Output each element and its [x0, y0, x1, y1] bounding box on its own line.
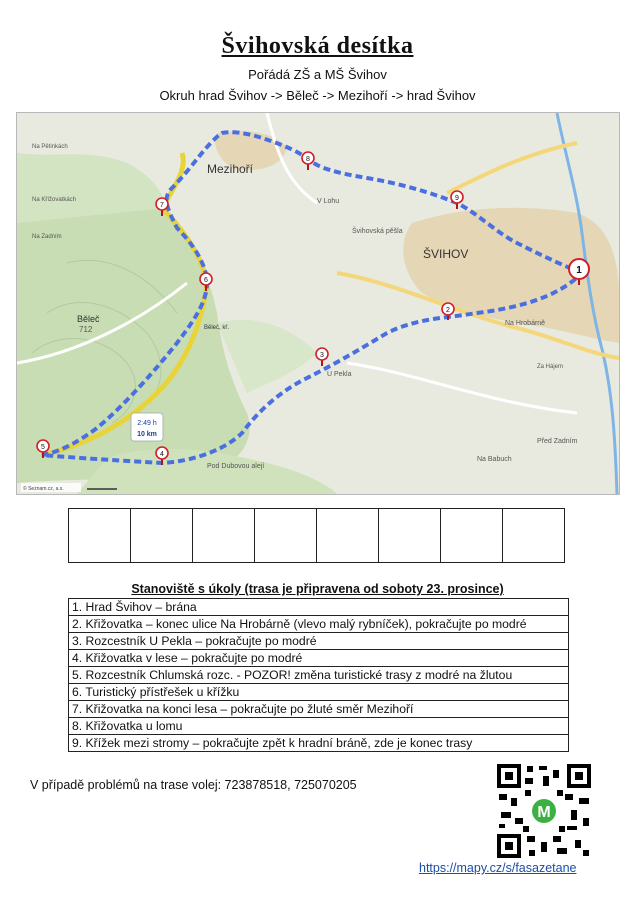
station-row: 7. Křižovatka na konci lesa – pokračujte po žluté směr Mezihoří — [69, 701, 569, 718]
label-na-hrobarne: Na Hrobárně — [505, 320, 546, 327]
stamp-box — [69, 509, 131, 563]
route-map[interactable] — [16, 112, 620, 495]
label-na-krizovatkach: Na Křížovatkách — [32, 197, 77, 203]
marker-1-label: 1 — [576, 265, 582, 276]
station-row: 1. Hrad Švihov – brána — [69, 599, 569, 616]
label-belec-kr: Běleč, kř. — [204, 325, 230, 331]
contact-line: V případě problémů na trase volej: 723878518, 725070205 — [30, 778, 357, 792]
label-pod-dubovou: Pod Dubovou alejí — [207, 463, 265, 470]
label-za-hajem: Za Hájem — [537, 364, 564, 370]
label-belec: Běleč — [77, 314, 100, 324]
marker-3-label: 3 — [320, 352, 324, 359]
qr-code — [495, 762, 593, 860]
marker-7-label: 7 — [160, 202, 164, 209]
stamp-boxes — [68, 508, 565, 563]
stamp-box — [503, 509, 565, 563]
stamp-box — [255, 509, 317, 563]
station-row: 4. Křižovatka v lese – pokračujte po modré — [69, 650, 569, 667]
stamp-box — [193, 509, 255, 563]
stamp-box — [441, 509, 503, 563]
route-time-badge — [131, 413, 163, 441]
station-row: 5. Rozcestník Chlumská rozc. - POZOR! změna turistické trasy z modré na žlutou — [69, 667, 569, 684]
marker-6-label: 6 — [204, 277, 208, 284]
stations-heading: Stanoviště s úkoly (trasa je připravena od soboty 23. prosince) — [131, 582, 504, 596]
label-svihovska-pesla: Švihovská pěšla — [352, 228, 403, 235]
label-pred-zadni: Před Zadním — [537, 438, 578, 445]
label-na-zadnim: Na Zadním — [32, 234, 62, 240]
station-row: 2. Křižovatka – konec ulice Na Hrobárně (vlevo malý rybníček), pokračujte po modré — [69, 616, 569, 633]
label-na-petinkach: Na Pětinkách — [32, 144, 68, 150]
stamp-box — [379, 509, 441, 563]
stamp-box — [317, 509, 379, 563]
marker-5-label: 5 — [41, 444, 45, 451]
map-attribution: © Seznam.cz, a.s. — [23, 486, 64, 492]
label-v-lohu: V Lohu — [317, 198, 340, 205]
marker-9-label: 9 — [455, 195, 459, 202]
station-row: 6. Turistický přístřešek u křížku — [69, 684, 569, 701]
qr-badge: M — [537, 804, 551, 821]
marker-4-label: 4 — [160, 451, 164, 458]
stations-table — [68, 598, 569, 752]
station-row: 9. Křížek mezi stromy – pokračujte zpět k hradní bráně, zde je konec trasy — [69, 735, 569, 752]
station-row: 3. Rozcestník U Pekla – pokračujte po modré — [69, 633, 569, 650]
route-distance: 10 km — [137, 431, 157, 438]
stamp-box — [131, 509, 193, 563]
label-svihov: ŠVIHOV — [423, 247, 469, 261]
page-title: Švihovská desítka — [221, 33, 414, 59]
label-mezihori: Mezihoří — [207, 162, 254, 176]
label-u-pekla: U Pekla — [327, 371, 352, 378]
route-time: 2:49 h — [137, 420, 157, 427]
map-link[interactable]: https://mapy.cz/s/fasazetane — [419, 861, 577, 875]
marker-2-label: 2 — [446, 307, 450, 314]
marker-8-label: 8 — [306, 156, 310, 163]
route-line: Okruh hrad Švihov -> Běleč -> Mezihoří -> hrad Švihov — [159, 88, 476, 103]
organizer-line: Pořádá ZŠ a MŠ Švihov — [248, 67, 387, 82]
label-na-babuch: Na Babuch — [477, 456, 512, 463]
label-belec-height: 712 — [79, 325, 93, 334]
station-row: 8. Křižovatka u lomu — [69, 718, 569, 735]
